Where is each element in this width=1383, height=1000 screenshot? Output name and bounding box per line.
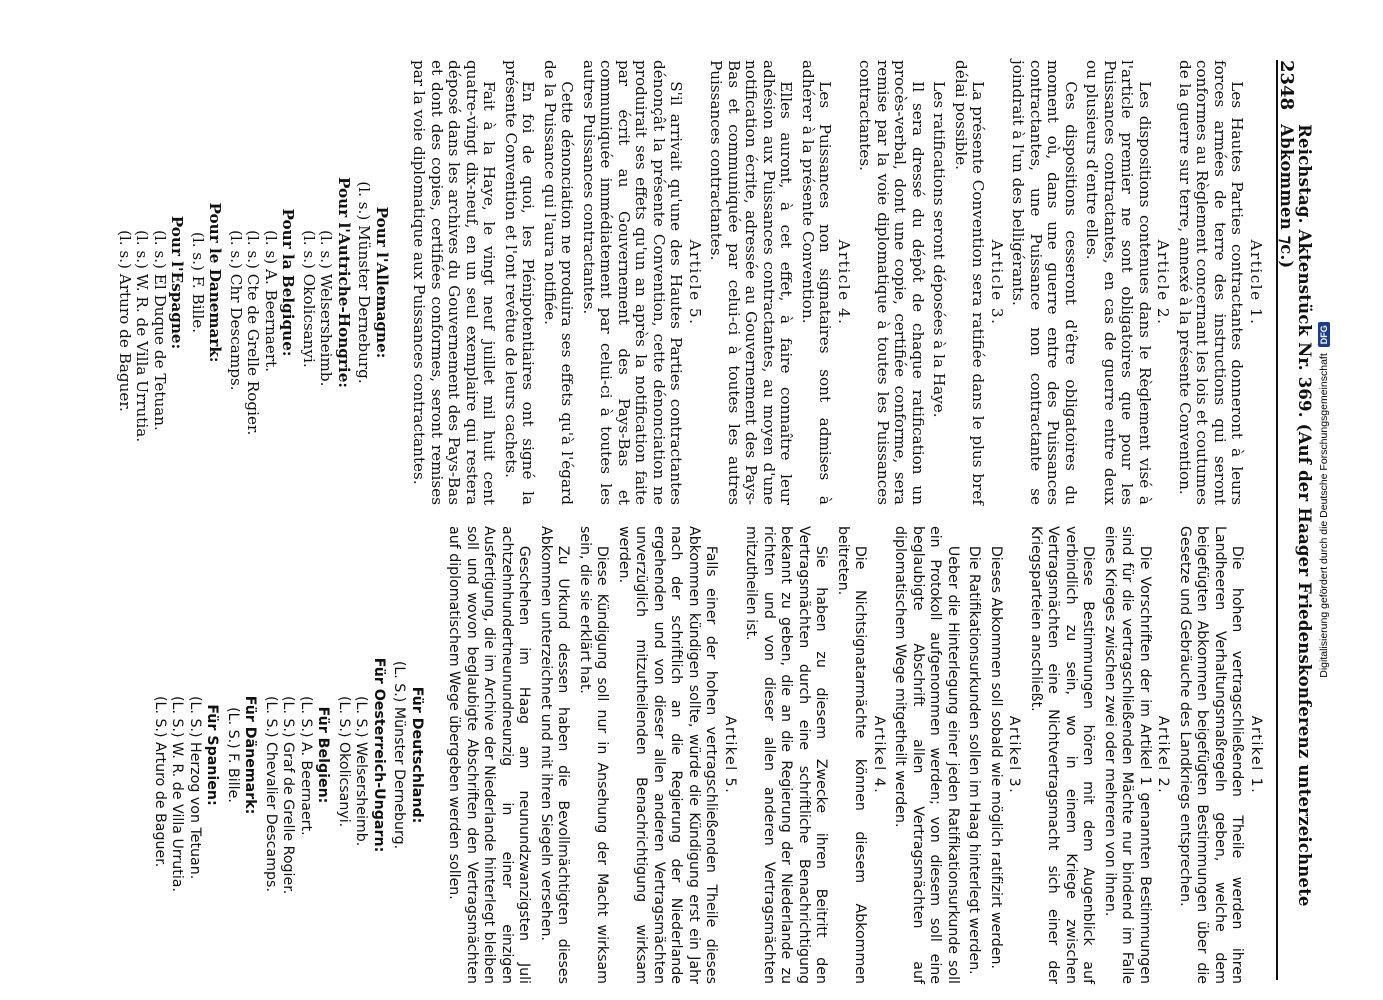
article-2-heading-fr: Article 2. bbox=[1154, 239, 1173, 326]
sig-country-de: Für Spanien: bbox=[204, 704, 221, 806]
article-4-para-2-de: Sie haben zu diesem Zwecke ihren Beitritt den Vertragsmächten durch eine schriftliche Benachrichtigung bekannt zu geben, die an die Regierung der Niederlande zu richten und von dieser allen anderen Vertragsmächten mitzutheilen ist. bbox=[743, 526, 830, 984]
sig-name-de: (L. S.) Münster Derneburg. bbox=[391, 660, 408, 850]
sig-name-fr: (l. s) A. Beernaert. bbox=[262, 230, 280, 373]
article-1-text-de: Die hohen vertragschließenden Theile werden ihren Landheeren Verhaltungsmaßregeln geben, welche dem beigefügten Abkommen beigefügten Bestimmungen über die Gesetze und Gebräuche des Landkriegs entsprechen. bbox=[1177, 526, 1246, 984]
article-1-heading-de: Artikel 1. bbox=[1248, 715, 1264, 795]
sig-name-de: (L. S.) A. Beernaert. bbox=[298, 696, 314, 836]
sig-country-fr: Pour l'Autriche-Hongrie: bbox=[335, 177, 353, 388]
sig-name-fr: (l. s.) Okolicsanyi. bbox=[300, 230, 318, 368]
sig-country-fr: Pour la Belgique: bbox=[279, 208, 298, 357]
french-column bbox=[116, 60, 1267, 505]
article-4-heading-fr: Article 4. bbox=[835, 239, 853, 326]
article-2-para-1-de: Die Vorschriften der im Artikel 1 genannten Bestimmungen sind für die vertragschließenden Mächte nur bindend im Falle eines Krieges zwischen zwei oder mehreren von ihnen. bbox=[1102, 526, 1153, 984]
article-3-para-1-de: Dieses Abkommen soll sobald wie möglich ratifizirt werden. bbox=[988, 545, 1004, 970]
signature-block-fr bbox=[116, 60, 391, 505]
german-column bbox=[151, 526, 1267, 984]
article-5-para-4-de: Geschehen im Haag am neunundzwanzigsten Juli achtzehnhundertneunundneunzig in einer einzigen Ausfertigung, die im Archive der Niederlande hinterlegt bleiben soll und wovon beglaubigte Abschriften den Vertragsmächten auf diplomatischem Wege übergeben werden sollen. bbox=[446, 526, 533, 984]
article-2-para-2-de: Diese Bestimmungen hören mit dem Augenblick auf verbindlich zu sein, wo in einem Kriege zwischen Vertragsmächten eine Nichtvertragsmacht sich einer der Kriegsparteien anschließt. bbox=[1028, 526, 1097, 984]
digitization-credit-text: Digitalisierung gefördert durch die Deutsche Forschungsgemeinschaft bbox=[1318, 353, 1330, 678]
sig-country-de: Für Oesterreich-Ungarn: bbox=[371, 657, 387, 853]
sig-name-de: (L. S.) Okolicsanyi. bbox=[336, 696, 352, 828]
article-4-para-1-fr: Les Puissances non signataires sont admises à adhérer à la présente Convention. bbox=[799, 60, 835, 505]
sig-country-de: Für Belgien: bbox=[315, 706, 332, 804]
digitization-credit bbox=[1314, 0, 1334, 1000]
article-5-para-2-fr: Cette dénonciation ne produira ses effets qu'à l'égard de la Puissance qui l'aura notifiée. bbox=[541, 60, 577, 505]
article-4-para-1-de: Die Nichtsignatarmächte können diesem Abkommen beitreten. bbox=[835, 526, 869, 984]
sig-name-fr: (l. s.) W. R. de Villa Urrutia. bbox=[133, 230, 152, 443]
sig-country-fr: Pour le Danemark: bbox=[206, 202, 225, 363]
signature-block-de bbox=[151, 526, 426, 984]
sig-name-de: (L. S.) Arturo de Baguer. bbox=[152, 696, 168, 868]
sig-name-de: (L. S.) Graf de Grelle Rogier. bbox=[280, 696, 297, 895]
article-2-para-2-fr: Ces dispositions cesseront d'être obligatoires du moment où, dans une guerre entre des Puissances contractantes, une Puissance non contractante se joindrait à l'un des belligérants. bbox=[1009, 60, 1080, 505]
article-1-heading-fr: Article 1. bbox=[1247, 239, 1265, 326]
article-5-para-3-de: Zu Urkund dessen haben die Bevollmächtigten dieses Abkommen unterzeichnet und mit ihren Siegeln versehen. bbox=[538, 526, 572, 984]
dfg-logo-icon: DFG bbox=[1318, 322, 1330, 347]
article-5-heading-de: Artikel 5. bbox=[722, 715, 738, 795]
article-1-text-fr: Les Hautes Parties contractantes donneront à leurs forces armées de terre des instructions qui seront conformes au Règlement concernant les lois et coutumes de la guerre sur terre, annexé à la présente Convention. bbox=[1176, 60, 1247, 505]
sig-name-fr: (l. s.) Welsersheimb. bbox=[317, 230, 336, 387]
sig-name-de: (L. S.) W. R. de Villa Urrutia. bbox=[169, 696, 186, 892]
article-5-para-1-fr: S'il arrivait qu'une des Hautes Parties contractantes dénonçât la présente Convention, cette dénonciation ne produirait ses effets qu'un an après la notification faite par écrit au Gouvernement des Pays-Bas et communiquée immédiatement par celui-ci à toutes les autres Puissances contractantes. bbox=[580, 60, 686, 505]
running-title: Reichstag. Aktenstück Nr. 369. (Auf der Haager Friedenskonferenz unterzeichnete Abkommen ⁊c.) bbox=[1277, 124, 1314, 907]
sig-name-fr: (l. s.) Münster Derneburg. bbox=[355, 181, 374, 384]
digitization-sidebar bbox=[1314, 0, 1383, 1000]
article-3-para-2-de: Die Ratifikationsurkunden sollen im Haag hinterlegt werden. bbox=[966, 545, 983, 975]
page-number: 2348 bbox=[1276, 60, 1298, 111]
article-5-para-3-fr: En foi de quoi, les Plénipotentiaires ont signé la présente Convention et l'ont revêtue de leurs cachets. bbox=[502, 60, 538, 505]
sig-country-de: Für Dänemark: bbox=[242, 695, 259, 815]
article-4-heading-de: Artikel 4. bbox=[871, 715, 887, 795]
sig-name-de: (L. S.) Herzog von Tetuan. bbox=[187, 696, 203, 880]
sig-name-fr: (l. s.) Cte de Grelle Rogier. bbox=[244, 230, 263, 436]
article-3-para-3-fr: Il sera dressé du dépôt de chaque ratification un procès-verbal, dont une copie, certifiée conforme, sera remise par la voie diplomatique à toutes les Puissances contractantes. bbox=[856, 60, 927, 505]
sig-country-de: Für Deutschland: bbox=[409, 686, 425, 824]
article-5-para-4-fr: Fait à la Haye, le vingt neuf juillet mil huit cent quatre-vingt dix-neuf, en un seul exemplaire qui restera déposé dans les archives du Gouvernement des Pays-Bas et dont des copies, certifiées conformes, seront remises par la voie diplomatique aux Puissances contractantes. bbox=[410, 60, 499, 505]
sig-name-de: (L. S.) Welsersheimb. bbox=[353, 696, 370, 847]
sig-country-fr: Pour l'Allemagne: bbox=[373, 206, 391, 359]
article-2-heading-de: Artikel 2. bbox=[1155, 715, 1172, 795]
page-header bbox=[1276, 60, 1314, 980]
sig-name-fr: (l. s.) Chr Descamps. bbox=[227, 230, 245, 391]
sig-country-fr: Pour l'Espagne: bbox=[168, 215, 187, 350]
article-5-heading-fr: Article 5. bbox=[686, 239, 704, 326]
article-5-para-2-de: Diese Kündigung soll nur in Ansehung der Macht wirksam sein, die sie erklärt hat. bbox=[577, 526, 611, 984]
article-4-para-2-fr: Elles auront, à cet effet, à faire connaître leur adhésion aux Puissances contractantes, au moyen d'une notification écrite, adressée au Gouvernement des Pays-Bas et communiquée par celui-ci à toutes les autres Puissances contractantes. bbox=[707, 60, 796, 505]
article-3-heading-fr: Article 3. bbox=[988, 239, 1006, 326]
sig-name-de: (L. S.) Chevalier Descamps. bbox=[263, 696, 279, 892]
article-3-para-1-fr: La présente Convention sera ratifiée dans le plus bref délai possible. bbox=[952, 60, 988, 505]
sig-name-de: (L. S.) F. Bille. bbox=[225, 707, 241, 803]
article-3-para-3-de: Ueber die Hinterlegung einer jeden Ratifikationsurkunde soll ein Protokoll aufgenommen werden; von diesem soll eine beglaubigte Abschrift allen Vertragsmächten auf diplomatischem Wege mitgetheilt werden. bbox=[892, 526, 961, 984]
sig-name-fr: (l. s.) El Duque de Tetuan. bbox=[151, 230, 169, 431]
article-3-heading-de: Artikel 3. bbox=[1006, 715, 1023, 795]
sig-name-fr: (l. s.) Arturo de Baguer. bbox=[116, 230, 134, 412]
article-3-para-2-fr: Les ratifications seront déposées à la Haye. bbox=[930, 81, 949, 418]
sig-name-fr: (l. s.) F. Bille. bbox=[189, 231, 207, 334]
article-5-para-1-de: Falls einer der hohen vertragschließenden Theile dieses Abkommen kündigen sollte, würde die Kündigung erst ein Jahr nach der schriftlich an die Regierung der Niederlande ergehenden und von dieser allen anderen Vertragsmächten unverzüglich mitzutheilenden Benachrichtigung wirksam werden. bbox=[616, 526, 720, 984]
article-2-para-1-fr: Les dispositions contenues dans le Règlement visé à l'article premier ne sont obligatoires que pour les Puissances contractantes, en cas de guerre entre deux ou plusieurs d'entre elles. bbox=[1083, 60, 1154, 505]
